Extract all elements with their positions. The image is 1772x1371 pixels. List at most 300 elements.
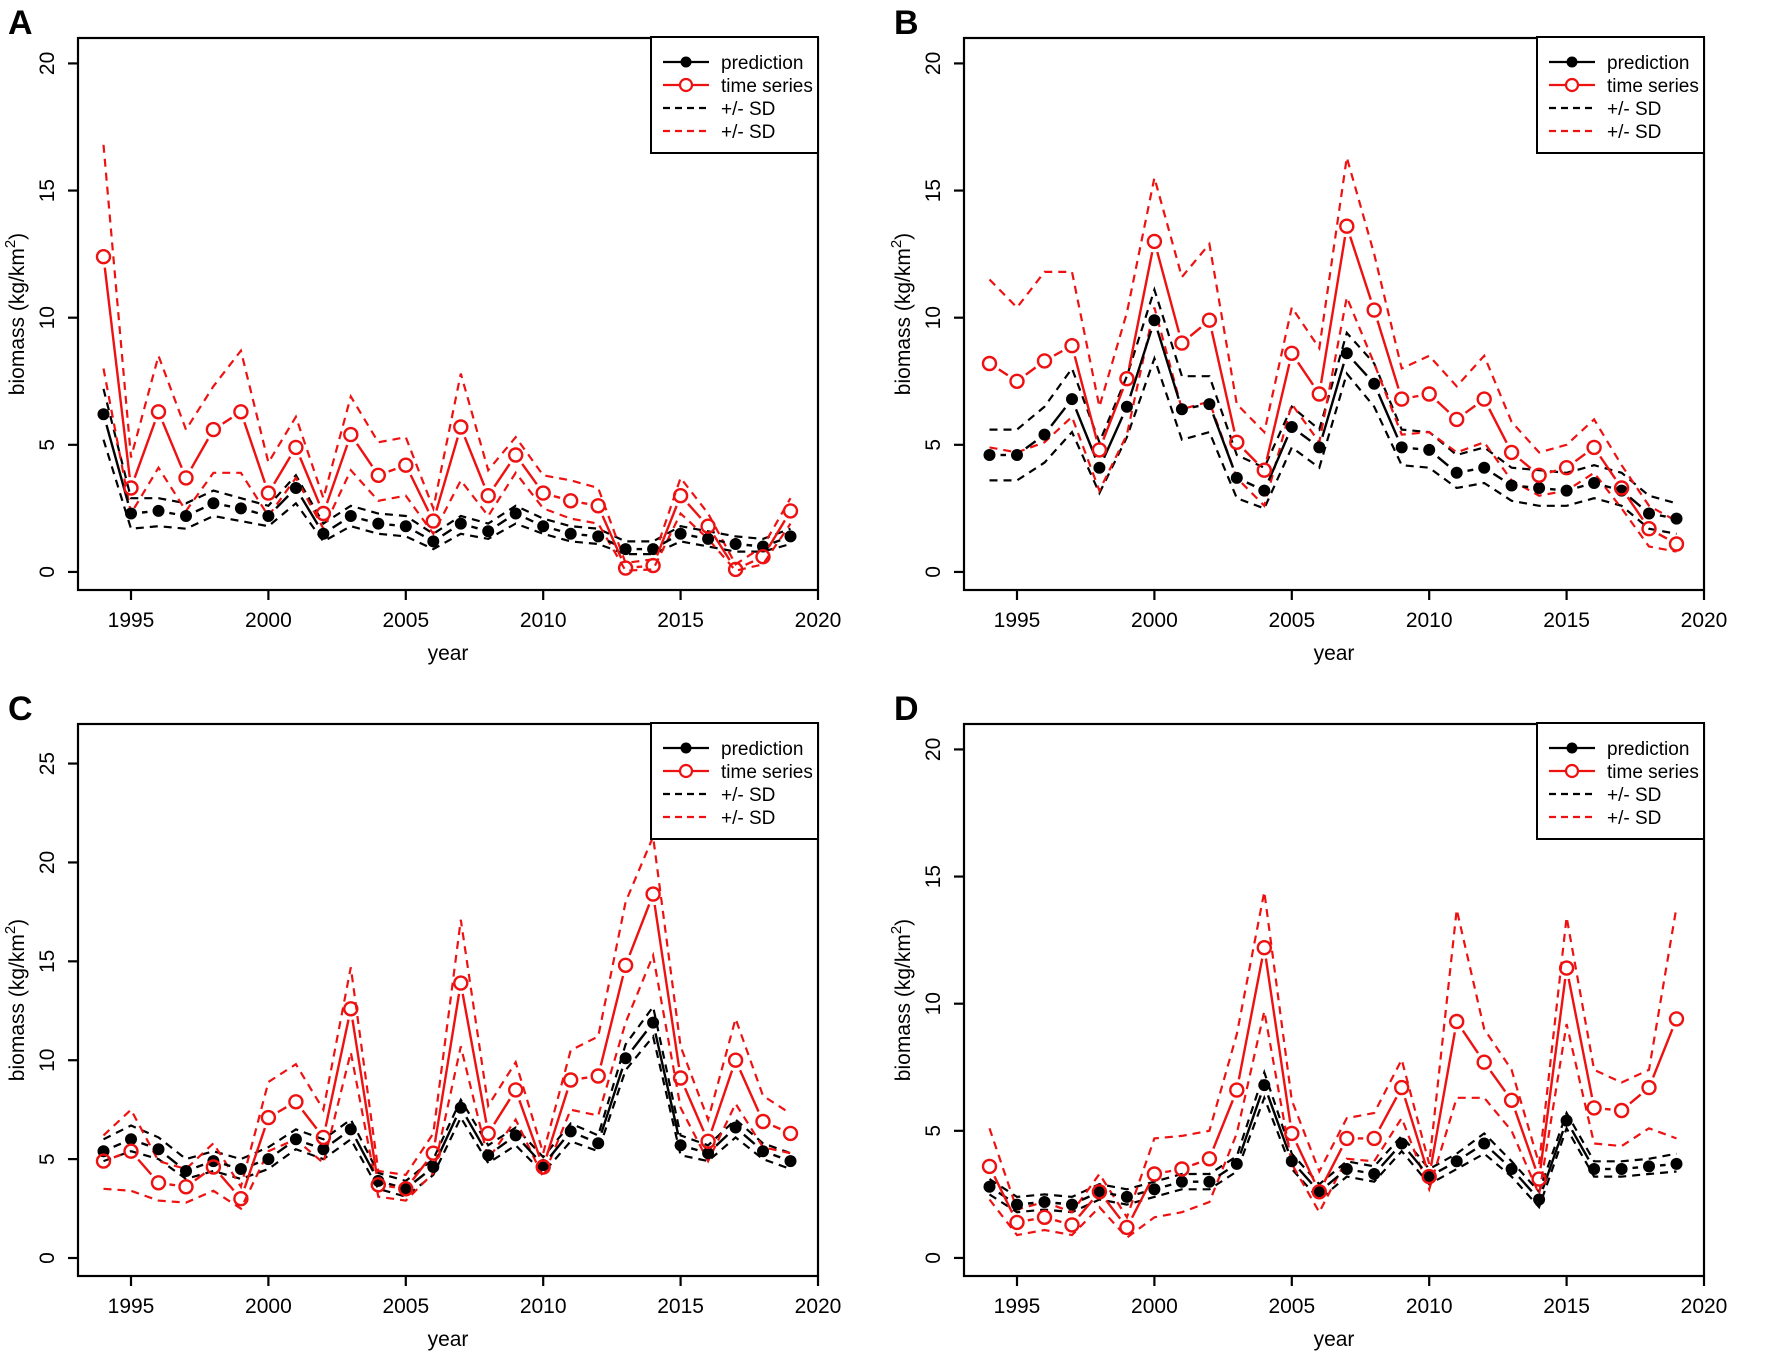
series-segment bbox=[1055, 1203, 1061, 1204]
legend-label: +/- SD bbox=[721, 99, 776, 120]
x-tick-label: 2005 bbox=[1268, 1295, 1316, 1318]
legend bbox=[651, 723, 818, 839]
series-segment bbox=[196, 508, 204, 512]
series-segment bbox=[1268, 1095, 1288, 1151]
point-marker-open bbox=[784, 1127, 797, 1140]
legend-marker-open bbox=[680, 79, 692, 91]
point-marker-open bbox=[1313, 388, 1326, 401]
x-tick-label: 2020 bbox=[1680, 609, 1728, 632]
point-marker-filled bbox=[1506, 480, 1518, 492]
y-tick-label: 10 bbox=[36, 1048, 59, 1072]
legend-label: +/- SD bbox=[721, 122, 776, 143]
point-marker-filled bbox=[482, 525, 494, 537]
series-segment bbox=[114, 1155, 121, 1158]
x-tick-label: 2015 bbox=[1543, 609, 1590, 632]
legend-label: +/- SD bbox=[1607, 785, 1662, 806]
point-marker-filled bbox=[1011, 449, 1023, 461]
point-marker-filled bbox=[1039, 429, 1051, 441]
series-segment bbox=[1129, 252, 1152, 368]
series-segment bbox=[1241, 1095, 1261, 1153]
x-tick-label: 2010 bbox=[1405, 609, 1453, 632]
series-segment bbox=[1193, 406, 1199, 407]
point-marker-open bbox=[592, 1070, 605, 1083]
point-marker-open bbox=[1258, 941, 1271, 954]
point-marker-filled bbox=[1478, 1138, 1490, 1150]
y-tick-label: 0 bbox=[36, 566, 59, 578]
series-segment bbox=[1298, 362, 1313, 384]
point-marker-filled bbox=[647, 1017, 659, 1029]
point-marker-filled bbox=[180, 1165, 192, 1177]
point-marker-filled bbox=[1533, 482, 1545, 494]
panel-a-chart bbox=[0, 0, 886, 686]
series-segment bbox=[1157, 252, 1179, 333]
panel-c-label: C bbox=[8, 690, 33, 728]
legend-label: +/- SD bbox=[721, 785, 776, 806]
point-marker-filled bbox=[1561, 485, 1573, 497]
point-marker-open bbox=[729, 1054, 742, 1067]
point-marker-open bbox=[399, 459, 412, 472]
point-marker-filled bbox=[984, 449, 996, 461]
series-segment bbox=[1630, 1095, 1641, 1104]
point-marker-filled bbox=[1368, 1168, 1380, 1180]
series-segment bbox=[1358, 1171, 1364, 1172]
point-marker-filled bbox=[455, 1102, 467, 1114]
point-marker-open bbox=[482, 1127, 495, 1140]
point-marker-filled bbox=[785, 1155, 797, 1167]
point-marker-open bbox=[1478, 393, 1491, 406]
series-segment bbox=[1028, 1203, 1034, 1204]
point-marker-open bbox=[289, 441, 302, 454]
plot-area bbox=[2, 37, 841, 665]
x-tick-label: 2010 bbox=[519, 609, 567, 632]
point-marker-open bbox=[1395, 393, 1408, 406]
legend-label: time series bbox=[1607, 762, 1699, 783]
point-marker-filled bbox=[757, 1145, 769, 1157]
series-segment bbox=[332, 1136, 342, 1143]
series-segment bbox=[1520, 460, 1531, 469]
x-axis-title: year bbox=[427, 1328, 469, 1351]
x-tick-label: 1995 bbox=[993, 609, 1041, 632]
point-marker-open bbox=[207, 423, 220, 436]
series-segment bbox=[169, 513, 175, 514]
point-marker-open bbox=[1203, 1152, 1216, 1165]
y-tick-label: 5 bbox=[922, 438, 945, 451]
y-tick-label: 0 bbox=[922, 1252, 945, 1264]
point-marker-open bbox=[509, 1083, 522, 1096]
point-marker-open bbox=[1615, 1104, 1628, 1117]
x-tick-label: 2000 bbox=[1131, 1295, 1178, 1318]
point-marker-filled bbox=[1616, 1163, 1628, 1175]
point-marker-open bbox=[1588, 1101, 1601, 1114]
series-segment bbox=[691, 1148, 697, 1150]
series-segment bbox=[1219, 1170, 1228, 1176]
series-segment bbox=[169, 1184, 175, 1185]
series-segment bbox=[223, 418, 232, 424]
x-axis bbox=[994, 1276, 1728, 1351]
point-marker-open bbox=[427, 515, 440, 528]
legend-label: prediction bbox=[1607, 739, 1690, 760]
point-marker-open bbox=[1148, 1168, 1161, 1181]
y-tick-label: 20 bbox=[922, 51, 945, 76]
point-marker-open bbox=[757, 1115, 770, 1128]
point-marker-open bbox=[289, 1095, 302, 1108]
series-segment bbox=[303, 1111, 317, 1129]
series-segment bbox=[1079, 1200, 1092, 1216]
point-marker-open bbox=[1560, 962, 1573, 975]
point-marker-open bbox=[152, 1176, 165, 1189]
y-tick-label: 0 bbox=[36, 1252, 59, 1264]
point-marker-open bbox=[1368, 304, 1381, 317]
series-time-series-sd bbox=[104, 955, 791, 1208]
series-segment bbox=[333, 522, 342, 528]
series-segment bbox=[306, 1143, 313, 1145]
series-segment bbox=[1572, 1130, 1589, 1159]
legend-marker-filled bbox=[1567, 743, 1578, 754]
x-tick-label: 2010 bbox=[1405, 1295, 1453, 1318]
series-segment bbox=[277, 1146, 287, 1153]
point-marker-filled bbox=[180, 510, 192, 522]
point-marker-open bbox=[983, 1160, 996, 1173]
y-tick-label: 10 bbox=[922, 306, 945, 330]
point-marker-filled bbox=[1148, 314, 1160, 326]
x-tick-label: 2010 bbox=[519, 1295, 567, 1318]
series-segment bbox=[656, 1033, 679, 1134]
series-segment bbox=[224, 1164, 230, 1166]
series-segment bbox=[582, 1078, 588, 1079]
series-segment bbox=[1267, 364, 1290, 460]
point-marker-filled bbox=[153, 505, 165, 517]
point-marker-filled bbox=[620, 1052, 632, 1064]
series-segment bbox=[1660, 1165, 1666, 1166]
series-segment bbox=[1659, 534, 1667, 539]
point-marker-filled bbox=[1423, 444, 1435, 456]
series-segment bbox=[191, 439, 208, 468]
legend-label: +/- SD bbox=[1607, 99, 1662, 120]
point-marker-filled bbox=[1176, 403, 1188, 415]
x-tick-label: 2005 bbox=[382, 1295, 430, 1318]
panel-b-label: B bbox=[894, 4, 919, 42]
point-marker-open bbox=[97, 250, 110, 263]
point-marker-filled bbox=[427, 535, 439, 547]
point-marker-filled bbox=[1011, 1199, 1023, 1211]
series-segment bbox=[994, 1176, 1012, 1212]
point-marker-open bbox=[1038, 354, 1051, 367]
series-segment bbox=[141, 1143, 148, 1145]
legend-label: prediction bbox=[721, 53, 804, 74]
point-marker-filled bbox=[1121, 401, 1133, 413]
point-marker-open bbox=[537, 487, 550, 500]
series-segment bbox=[746, 561, 754, 565]
series-segment bbox=[415, 532, 423, 537]
series-time-series bbox=[97, 250, 797, 576]
point-marker-filled bbox=[1286, 1155, 1298, 1167]
legend bbox=[1537, 723, 1704, 839]
point-marker-filled bbox=[1258, 1079, 1270, 1091]
point-marker-open bbox=[482, 489, 495, 502]
series-segment bbox=[637, 567, 643, 568]
point-marker-filled bbox=[1148, 1183, 1160, 1195]
legend-marker-filled bbox=[1567, 57, 1578, 68]
y-axis bbox=[2, 752, 78, 1264]
series-segment bbox=[1413, 448, 1419, 449]
point-marker-open bbox=[262, 1111, 275, 1124]
point-marker-filled bbox=[1368, 378, 1380, 390]
series-segment bbox=[744, 1135, 755, 1144]
point-marker-filled bbox=[345, 1123, 357, 1135]
point-marker-filled bbox=[235, 1163, 247, 1175]
point-marker-filled bbox=[1093, 462, 1105, 474]
series-segment bbox=[1439, 1167, 1447, 1172]
series-segment bbox=[773, 1126, 780, 1129]
series-segment bbox=[1350, 237, 1371, 300]
series-segment bbox=[1575, 454, 1585, 461]
legend-label: time series bbox=[721, 76, 813, 97]
point-marker-open bbox=[1505, 1094, 1518, 1107]
series-segment bbox=[1324, 1148, 1341, 1182]
point-marker-filled bbox=[537, 520, 549, 532]
series-segment bbox=[526, 518, 534, 522]
x-axis bbox=[108, 590, 842, 665]
point-marker-filled bbox=[1588, 1163, 1600, 1175]
series-time-series-sd bbox=[104, 145, 791, 565]
point-marker-open bbox=[564, 1074, 577, 1087]
x-axis bbox=[108, 1276, 842, 1351]
point-marker-open bbox=[372, 469, 385, 482]
point-marker-open bbox=[1148, 235, 1161, 248]
series-segment bbox=[1519, 1177, 1532, 1191]
series-segment bbox=[1466, 406, 1476, 413]
point-marker-filled bbox=[510, 508, 522, 520]
series-segment bbox=[1054, 351, 1062, 356]
legend-marker-filled bbox=[681, 743, 692, 754]
point-marker-open bbox=[1285, 347, 1298, 360]
point-marker-filled bbox=[427, 1161, 439, 1173]
point-marker-open bbox=[1258, 464, 1271, 477]
series-segment bbox=[1493, 474, 1502, 480]
series-segment bbox=[1026, 368, 1036, 375]
x-tick-label: 2005 bbox=[1268, 609, 1316, 632]
point-marker-filled bbox=[1176, 1176, 1188, 1188]
point-marker-filled bbox=[1231, 472, 1243, 484]
series-segment bbox=[1190, 327, 1201, 336]
point-marker-filled bbox=[262, 1153, 274, 1165]
y-tick-label: 15 bbox=[36, 949, 59, 974]
series-segment bbox=[1354, 362, 1367, 376]
point-marker-open bbox=[647, 559, 660, 572]
series-segment bbox=[1028, 1219, 1034, 1220]
y-axis-title: biomass $(kg/km^2)$ bbox=[2, 918, 29, 1082]
point-marker-filled bbox=[1396, 1138, 1408, 1150]
series-segment bbox=[1301, 434, 1311, 441]
series-segment bbox=[685, 1088, 704, 1131]
legend-marker-open bbox=[1566, 765, 1578, 777]
legend-marker-filled bbox=[681, 57, 692, 68]
x-tick-label: 2020 bbox=[1680, 1295, 1728, 1318]
series-prediction bbox=[98, 408, 797, 555]
plot-area bbox=[2, 723, 841, 1351]
legend-label: +/- SD bbox=[1607, 122, 1662, 143]
series-segment bbox=[114, 1144, 121, 1147]
point-marker-open bbox=[1066, 1218, 1079, 1231]
point-marker-open bbox=[647, 888, 660, 901]
point-marker-filled bbox=[1066, 393, 1078, 405]
point-marker-open bbox=[1038, 1211, 1051, 1224]
legend bbox=[651, 37, 818, 153]
series-segment bbox=[1605, 1109, 1611, 1110]
series-segment bbox=[274, 457, 290, 484]
x-tick-label: 2020 bbox=[794, 1295, 842, 1318]
series-prediction-sd bbox=[104, 1037, 791, 1197]
point-marker-filled bbox=[1121, 1191, 1133, 1203]
y-tick-label: 20 bbox=[36, 850, 59, 875]
series-segment bbox=[167, 1156, 177, 1164]
x-tick-label: 2015 bbox=[657, 609, 704, 632]
series-segment bbox=[1165, 1171, 1171, 1172]
point-marker-filled bbox=[153, 1143, 165, 1155]
legend-label: prediction bbox=[721, 739, 804, 760]
series-segment bbox=[1468, 470, 1474, 471]
series-segment bbox=[389, 469, 396, 472]
point-marker-open bbox=[1478, 1056, 1491, 1069]
point-marker-filled bbox=[1286, 421, 1298, 433]
series-segment bbox=[494, 1099, 510, 1124]
series-segment bbox=[436, 438, 457, 511]
point-marker-filled bbox=[1258, 485, 1270, 497]
point-marker-filled bbox=[1451, 1155, 1463, 1167]
y-tick-label: 10 bbox=[922, 992, 945, 1016]
point-marker-open bbox=[1093, 443, 1106, 456]
point-marker-open bbox=[1230, 1084, 1243, 1097]
point-marker-open bbox=[1066, 339, 1079, 352]
series-segment bbox=[443, 530, 452, 536]
series-segment bbox=[582, 503, 588, 504]
series-segment bbox=[1165, 1185, 1171, 1187]
series-segment bbox=[1463, 1031, 1478, 1054]
point-marker-filled bbox=[290, 482, 302, 494]
legend-label: +/- SD bbox=[721, 808, 776, 829]
plot-area bbox=[888, 37, 1727, 665]
y-tick-label: 0 bbox=[922, 566, 945, 578]
series-segment bbox=[554, 529, 560, 531]
point-marker-filled bbox=[1203, 398, 1215, 410]
legend-label: time series bbox=[721, 762, 813, 783]
point-marker-open bbox=[1011, 1216, 1024, 1229]
panel-d bbox=[886, 686, 1772, 1371]
point-marker-open bbox=[152, 405, 165, 418]
series-segment bbox=[196, 1165, 203, 1168]
series-segment bbox=[773, 540, 780, 543]
series-segment bbox=[1437, 401, 1448, 412]
point-marker-filled bbox=[98, 408, 110, 420]
point-marker-filled bbox=[730, 538, 742, 550]
point-marker-filled bbox=[345, 510, 357, 522]
x-tick-label: 2000 bbox=[245, 1295, 292, 1318]
y-axis bbox=[888, 738, 964, 1264]
point-marker-filled bbox=[262, 510, 274, 522]
y-tick-label: 10 bbox=[36, 306, 59, 330]
series-segment bbox=[1660, 516, 1666, 517]
point-marker-filled bbox=[1506, 1163, 1518, 1175]
panel-c bbox=[0, 686, 886, 1371]
point-marker-open bbox=[592, 499, 605, 512]
series-segment bbox=[471, 527, 477, 529]
point-marker-filled bbox=[785, 530, 797, 542]
point-marker-open bbox=[234, 405, 247, 418]
point-marker-filled bbox=[675, 528, 687, 540]
series-segment bbox=[999, 369, 1008, 375]
point-marker-open bbox=[454, 421, 467, 434]
series-segment bbox=[224, 505, 230, 506]
legend-marker-open bbox=[680, 765, 692, 777]
series-segment bbox=[691, 536, 697, 537]
y-tick-label: 25 bbox=[36, 751, 59, 776]
point-marker-open bbox=[1340, 220, 1353, 233]
legend-label: time series bbox=[1607, 76, 1699, 97]
point-marker-filled bbox=[1203, 1176, 1215, 1188]
x-tick-label: 2005 bbox=[382, 609, 430, 632]
point-marker-filled bbox=[125, 508, 137, 520]
series-segment bbox=[1075, 356, 1097, 439]
series-segment bbox=[1110, 1194, 1116, 1195]
point-marker-open bbox=[262, 487, 275, 500]
point-marker-filled bbox=[1478, 462, 1490, 474]
point-marker-filled bbox=[1313, 441, 1325, 453]
series-segment bbox=[1438, 457, 1449, 466]
series-segment bbox=[1382, 1152, 1395, 1166]
point-marker-filled bbox=[125, 1133, 137, 1145]
point-marker-open bbox=[1643, 1081, 1656, 1094]
point-marker-filled bbox=[592, 530, 604, 542]
panel-a-label: A bbox=[8, 4, 33, 42]
point-marker-open bbox=[784, 504, 797, 517]
series-segment bbox=[1491, 1071, 1506, 1091]
series-segment bbox=[719, 541, 725, 542]
point-marker-filled bbox=[675, 1139, 687, 1151]
y-axis bbox=[2, 52, 78, 578]
point-marker-filled bbox=[1039, 1196, 1051, 1208]
plot-area bbox=[888, 723, 1727, 1351]
y-axis-title: biomass $(kg/km^2)$ bbox=[888, 918, 915, 1082]
point-marker-filled bbox=[730, 1122, 742, 1134]
point-marker-open bbox=[1120, 1221, 1133, 1234]
series-segment bbox=[712, 1071, 732, 1131]
point-marker-filled bbox=[1671, 1158, 1683, 1170]
point-marker-filled bbox=[702, 1147, 714, 1159]
y-axis-title: biomass $(kg/km^2)$ bbox=[888, 232, 915, 396]
point-marker-filled bbox=[1671, 513, 1683, 525]
x-axis-title: year bbox=[427, 642, 469, 665]
point-marker-filled bbox=[1561, 1115, 1573, 1127]
x-axis bbox=[994, 590, 1728, 665]
point-marker-open bbox=[180, 1180, 193, 1193]
point-marker-open bbox=[1011, 375, 1024, 388]
series-segment bbox=[498, 519, 507, 525]
point-marker-open bbox=[1203, 314, 1216, 327]
legend-label: prediction bbox=[1607, 53, 1690, 74]
series-segment bbox=[582, 535, 588, 536]
point-marker-filled bbox=[1341, 1163, 1353, 1175]
y-tick-label: 5 bbox=[36, 1153, 59, 1165]
series-time-series-sd bbox=[104, 837, 791, 1187]
point-marker-open bbox=[674, 489, 687, 502]
y-tick-label: 15 bbox=[922, 864, 945, 889]
series-segment bbox=[1103, 389, 1123, 440]
point-marker-filled bbox=[565, 528, 577, 540]
point-marker-filled bbox=[620, 543, 632, 555]
series-segment bbox=[581, 1136, 588, 1139]
series-segment bbox=[601, 976, 623, 1065]
panel-a bbox=[0, 0, 886, 686]
